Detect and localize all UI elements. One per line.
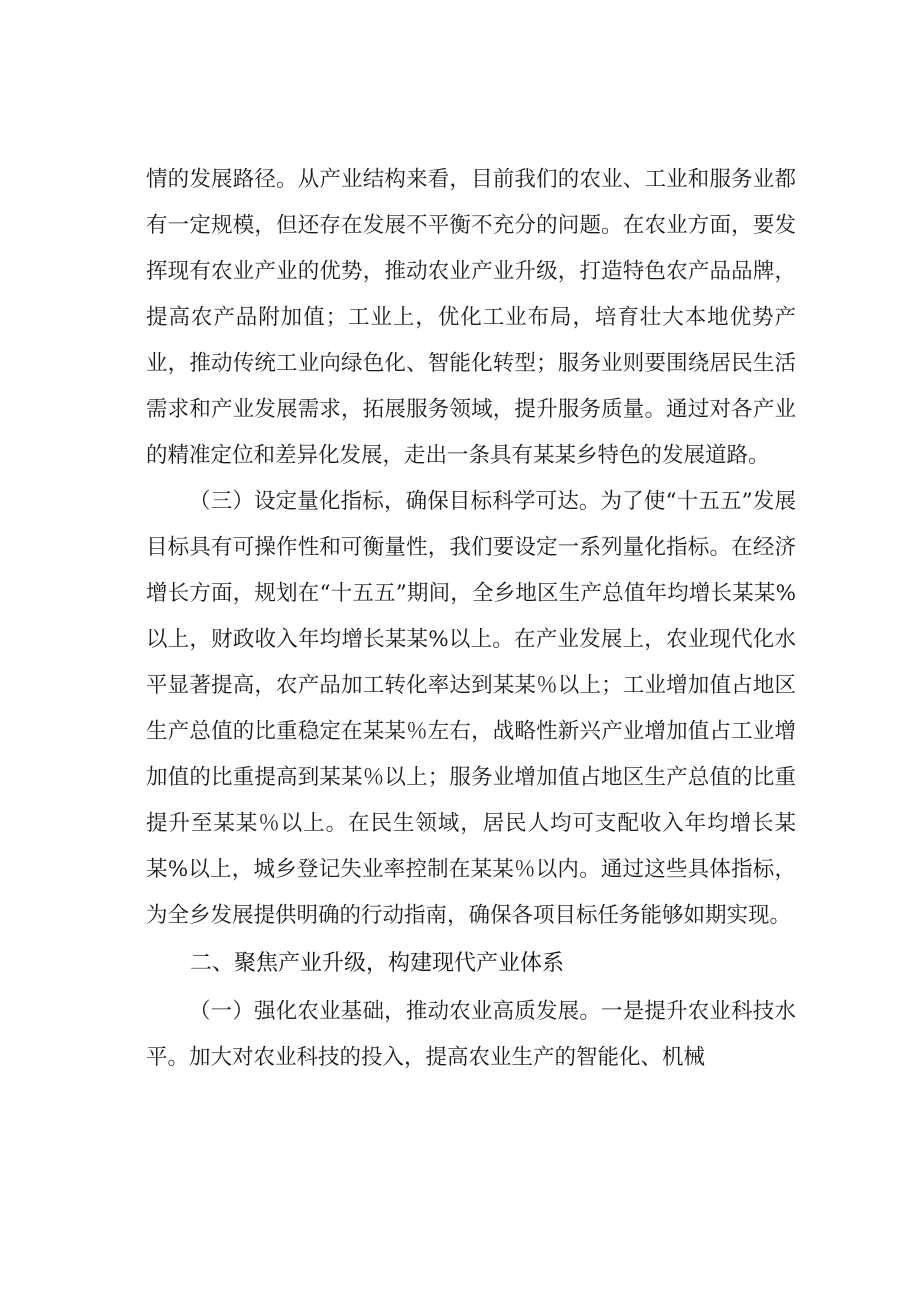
paragraph-3: （一）强化农业基础，推动农业高质发展。一是提升农业科技水平。加大对农业科技的投入，提高农业生产的智能化、机械	[146, 999, 796, 1070]
document-page	[146, 157, 796, 1081]
paragraph-1: 情的发展路径。从产业结构来看，目前我们的农业、工业和服务业都有一定规模，但还存在发展不平衡不充分的问题。在农业方面，要发挥现有农业产业的优势，推动农业产业升级，打造特色农产品品牌，提高农产品附加值；工业上，优化工业布局，培育壮大本地优势产业，推动传统工业向绿色化、智能化转型；服务业则要围绕居民生活需求和产业发展需求，拓展服务领域，提升服务质量。通过对各产业的精准定位和差异化发展，走出一条具有某某乡特色的发展道路。	[146, 167, 796, 468]
paragraph-2: （三）设定量化指标，确保目标科学可达。为了使“十五五”发展目标具有可操作性和可衡量性，我们要设定一系列量化指标。在经济增长方面，规划在“十五五”期间，全乡地区生产总值年均增长某某%以上，财政收入年均增长某某%以上。在产业发展上，农业现代化水平显著提高，农产品加工转化率达到某某％以上；工业增加值占地区生产总值的比重稳定在某某％左右，战略性新兴产业增加值占工业增加值的比重提高到某某％以上；服务业增加值占地区生产总值的比重提升至某某％以上。在民生领域，居民人均可支配收入年均增长某某%以上，城乡登记失业率控制在某某％以内。通过这些具体指标，为全乡发展提供明确的行动指南，确保各项目标任务能够如期实现。	[146, 489, 796, 928]
section-heading: 二、聚焦产业升级，构建现代产业体系	[190, 951, 565, 976]
